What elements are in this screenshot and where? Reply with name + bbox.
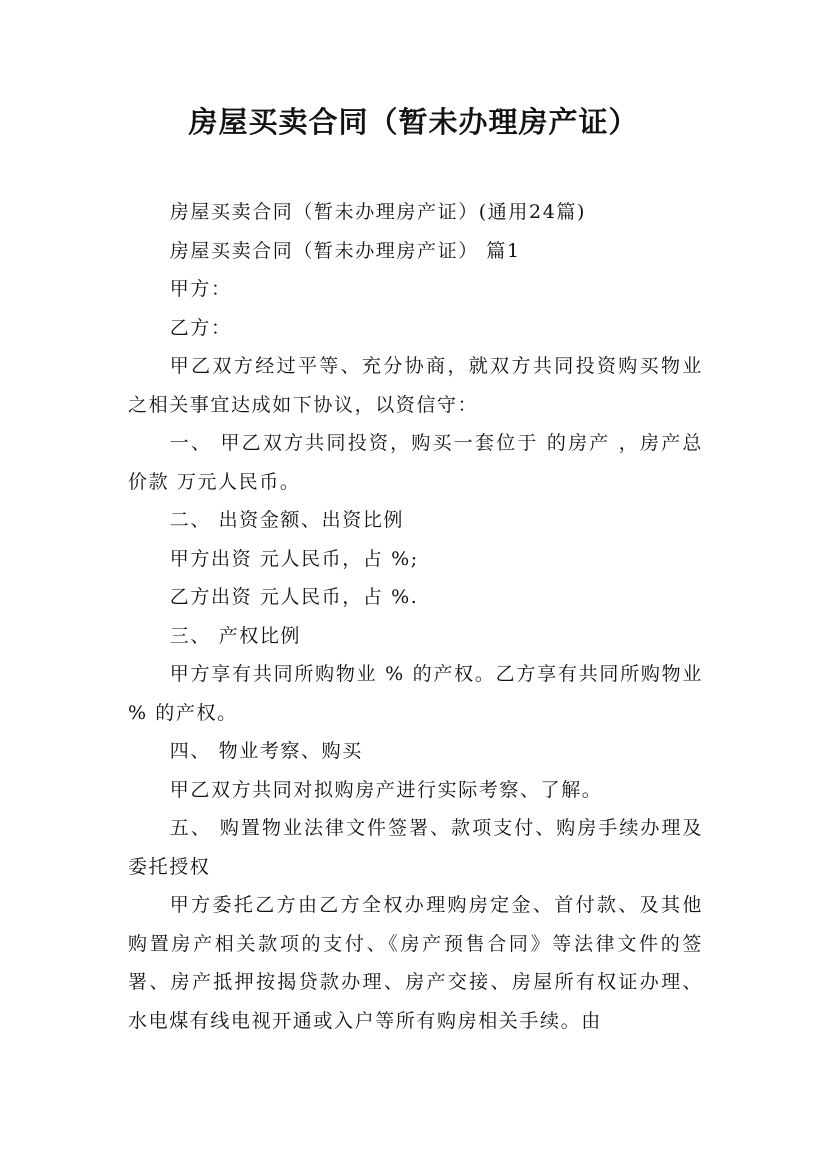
document-title: 房屋买卖合同（暂未办理房产证） — [188, 105, 639, 139]
paragraph-party-b: 乙方： — [169, 316, 232, 339]
paragraph-clause-2-heading: 二、 出资金额、出资比例 — [169, 509, 405, 531]
paragraph-inspection: 甲乙双方共同对拟购房产进行实际考察、了解。 — [169, 778, 603, 801]
paragraph-clause-5-heading: 五、 购置物业法律文件签署、款项支付、购房手续办理及委托授权 — [128, 817, 703, 878]
paragraph-intro: 甲乙双方经过平等、充分协商，就双方共同投资购买物业之相关事宜达成如下协议，以资信守： — [128, 355, 703, 416]
paragraph-clause-1: 一、 甲乙双方共同投资，购买一套位于 的房产 ，房产总价款 万元人民币。 — [128, 432, 703, 493]
paragraph-subtitle: 房屋买卖合同（暂未办理房产证）(通用24篇) — [169, 201, 586, 223]
paragraph-party-a-contribution: 甲方出资 元人民币，占 %; — [169, 547, 419, 570]
paragraph-party-b-contribution: 乙方出资 元人民币，占 %. — [169, 586, 419, 608]
paragraph-section-heading: 房屋买卖合同（暂未办理房产证） 篇1 — [169, 239, 521, 262]
paragraph-clause-3-heading: 三、 产权比例 — [169, 624, 302, 647]
paragraph-authorization: 甲方委托乙方由乙方全权办理购房定金、首付款、及其他购置房产相关款项的支付、《房产预售合同》等法律文件的签署、房产抵押按揭贷款办理、房产交接、房屋所有权证办理、水电煤有线电视开通或入户等所有购房相关手续。由 — [128, 894, 703, 1032]
paragraph-clause-4-heading: 四、 物业考察、购买 — [169, 740, 363, 762]
document-body — [128, 193, 703, 1040]
paragraph-ownership-ratio: 甲方享有共同所购物业 % 的产权。乙方享有共同所购物业 % 的产权。 — [128, 663, 703, 724]
paragraph-party-a: 甲方： — [169, 278, 232, 300]
